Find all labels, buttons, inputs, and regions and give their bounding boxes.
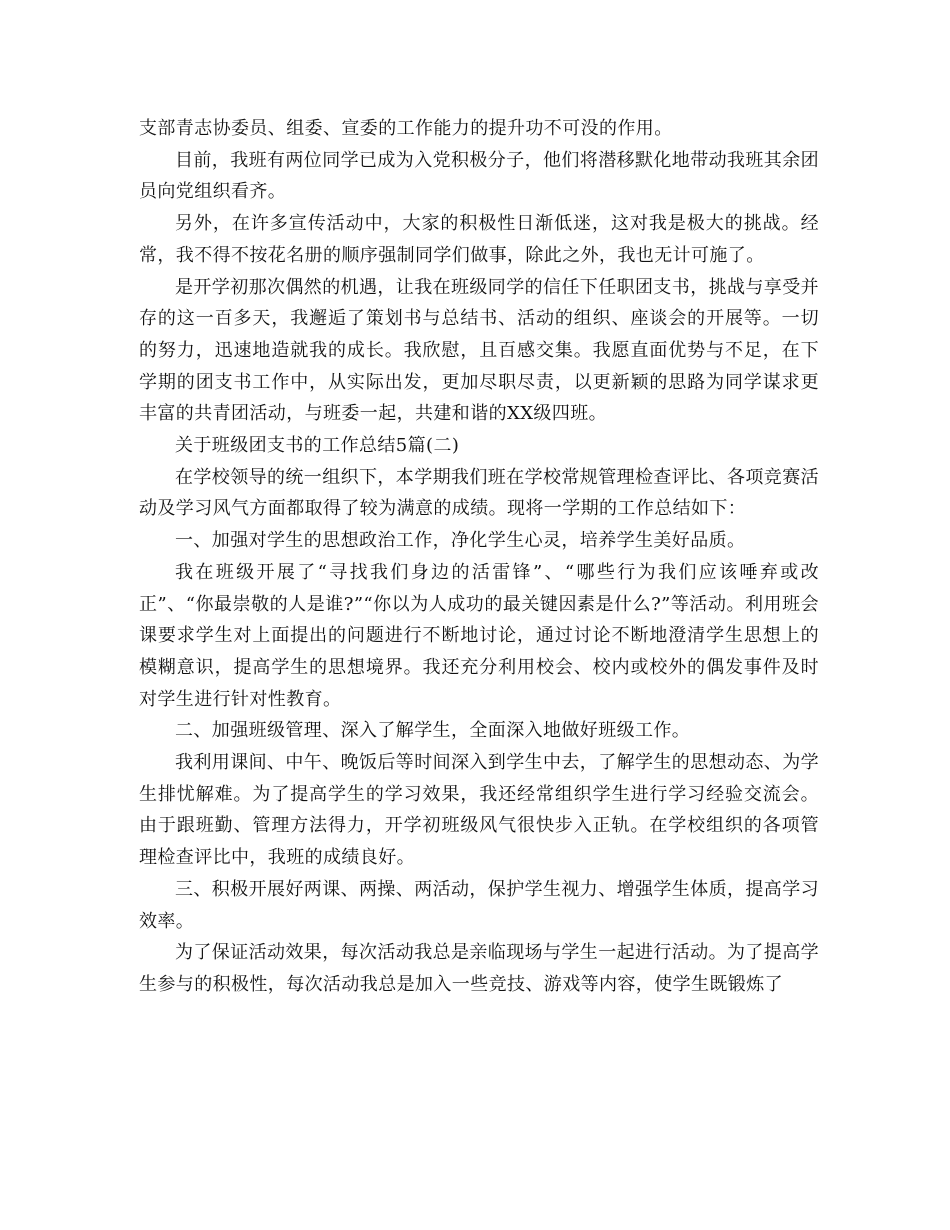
subsection-heading: 二、加强班级管理、深入了解学生，全面深入地做好班级工作。 <box>175 720 691 742</box>
paragraph: 我在班级开展了“寻找我们身边的活雷锋”、“哪些行为我们应该唾弃或改正”、“你最崇敬的人是谁?”“你以为人成功的最关键因素是什么?”等活动。利用班会课要求学生对上面提出的问题进行不断地讨论，通过讨论不断地澄清学生思想上的模糊意识，提高学生的思想境界。我还充分利用校会、校内或校外的偶发事件及时对学生进行针对性教育。 <box>139 561 819 710</box>
paragraph: 目前，我班有两位同学已成为入党积极分子，他们将潜移默化地带动我班其余团员向党组织看齐。 <box>139 149 819 203</box>
subsection-heading: 三、积极开展好两课、两操、两活动，保护学生视力、增强学生体质，提高学习效率。 <box>139 878 819 932</box>
paragraph: 在学校领导的统一组织下，本学期我们班在学校常规管理检查评比、各项竞赛活动及学习风气方面都取得了较为满意的成绩。现将一学期的工作总结如下： <box>139 466 819 520</box>
section-heading: 关于班级团支书的工作总结5篇(二) <box>175 435 460 457</box>
paragraph: 支部青志协委员、组委、宣委的工作能力的提升功不可没的作用。 <box>139 118 673 139</box>
paragraph: 另外，在许多宣传活动中，大家的积极性日渐低迷，这对我是极大的挑战。经常，我不得不按花名册的顺序强制同学们做事，除此之外，我也无计可施了。 <box>139 213 819 266</box>
subsection-heading: 一、加强对学生的思想政治工作，净化学生心灵，培养学生美好品质。 <box>175 530 746 552</box>
paragraph: 是开学初那次偶然的机遇，让我在班级同学的信任下任职团支书，挑战与享受并存的这一百多天，我邂逅了策划书与总结书、活动的组织、座谈会的开展等。一切的努力，迅速地造就我的成长。我欣慰，且百感交集。我愿直面优势与不足，在下学期的团支书工作中，从实际出发，更加尽职尽责，以更新颖的思路为同学谋求更丰富的共青团活动，与班委一起，共建和谐的XX级四班。 <box>139 276 819 425</box>
document-body <box>139 113 819 1001</box>
paragraph: 我利用课间、中午、晚饭后等时间深入到学生中去，了解学生的思想动态、为学生排忧解难。为了提高学生的学习效果，我还经常组织学生进行学习经验交流会。由于跟班勤、管理方法得力，开学初班级风气很快步入正轨。在学校组织的各项管理检查评比中，我班的成绩良好。 <box>139 752 819 869</box>
paragraph: 为了保证活动效果，每次活动我总是亲临现场与学生一起进行活动。为了提高学生参与的积极性，每次活动我总是加入一些竞技、游戏等内容，使学生既锻炼了 <box>139 942 819 995</box>
